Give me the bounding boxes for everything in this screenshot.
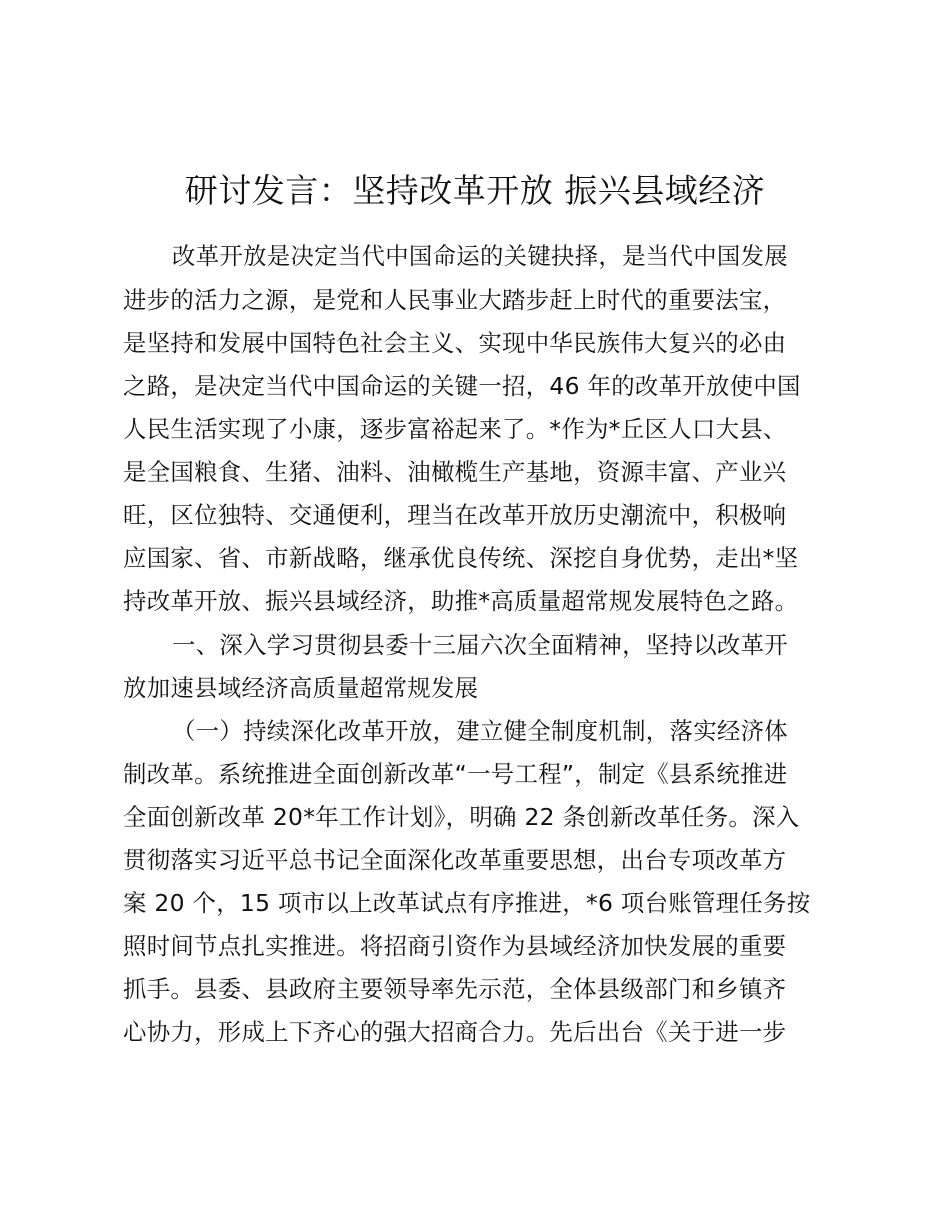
section-heading-line: 一、深入学习贯彻县委十三届六次全面精神，坚持以改革开: [172, 631, 788, 659]
paragraph-line: 改革开放是决定当代中国命运的关键抉择，是当代中国发展: [172, 242, 788, 270]
paragraph-line: 是全国粮食、生猪、油料、油橄榄生产基地，资源丰富、产业兴: [123, 458, 787, 486]
paragraph-line: 持改革开放、振兴县域经济，助推*高质量超常规发展特色之路。: [123, 587, 799, 615]
paragraph-line: 贯彻落实习近平总书记全面深化改革重要思想，出台专项改革方: [123, 846, 787, 874]
document-title: 研讨发言：坚持改革开放 振兴县域经济: [184, 171, 766, 210]
paragraph-line: 旺，区位独特、交通便利，理当在改革开放历史潮流中，积极响: [123, 501, 787, 529]
section-heading-line: 放加速县域经济高质量超常规发展: [123, 674, 479, 702]
paragraph-line: 照时间节点扎实推进。将招商引资作为县域经济加快发展的重要: [123, 932, 787, 960]
paragraph-line: 心协力，形成上下齐心的强大招商合力。先后出台《关于进一步: [123, 1018, 787, 1046]
paragraph-line: （一）持续深化改革开放，建立健全制度机制，落实经济体: [172, 717, 788, 745]
paragraph-line: 应国家、省、市新战略，继承优良传统、深挖自身优势，走出*坚: [123, 544, 799, 572]
paragraph-line: 人民生活实现了小康，逐步富裕起来了。*作为*丘区人口大县、: [123, 415, 787, 443]
paragraph-line: 是坚持和发展中国特色社会主义、实现中华民族伟大复兴的必由: [123, 329, 787, 357]
paragraph-line: 之路，是决定当代中国命运的关键一招，46 年的改革开放使中国: [123, 372, 801, 400]
paragraph-line: 抓手。县委、县政府主要领导率先示范，全体县级部门和乡镇齐: [123, 975, 787, 1003]
paragraph-line: 案 20 个，15 项市以上改革试点有序推进，*6 项台账管理任务按: [123, 889, 811, 917]
paragraph-line: 进步的活力之源，是党和人民事业大踏步赶上时代的重要法宝，: [123, 286, 787, 314]
paragraph-line: 制改革。系统推进全面创新改革“一号工程”，制定《县系统推进: [123, 760, 788, 788]
paragraph-line: 全面创新改革 20*年工作计划》，明确 22 条创新改革任务。深入: [123, 803, 800, 831]
